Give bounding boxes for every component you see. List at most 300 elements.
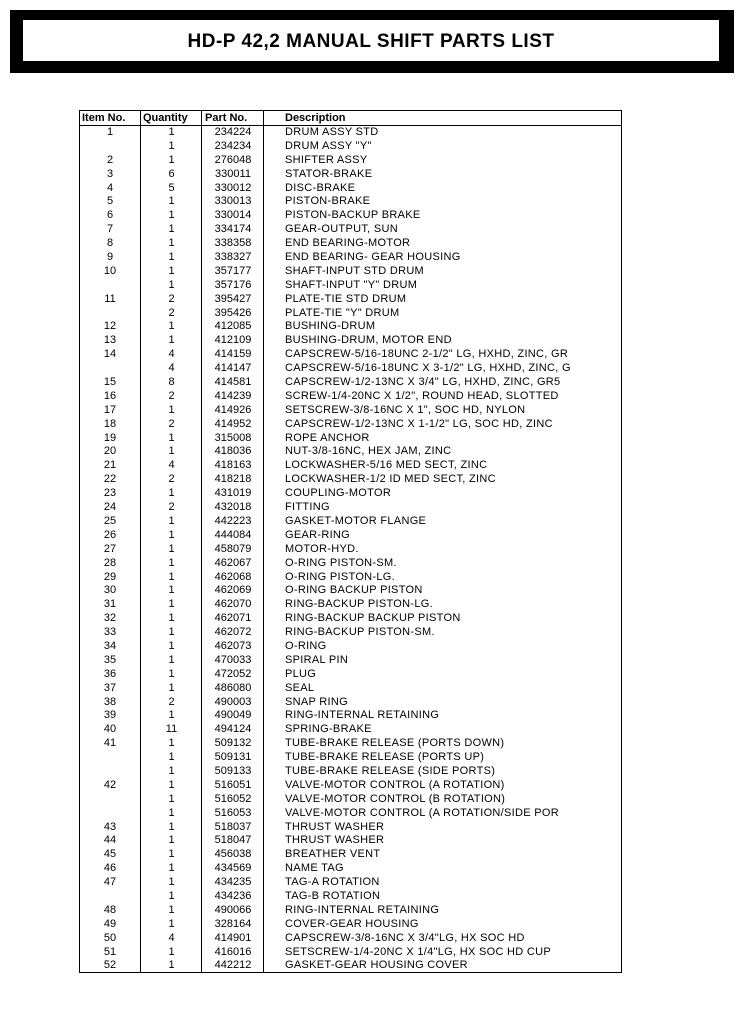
- description: VALVE-MOTOR CONTROL (B ROTATION): [285, 792, 506, 805]
- quantity: 1: [168, 959, 175, 972]
- quantity: 1: [168, 820, 175, 833]
- table-row: [80, 140, 621, 154]
- quantity: 8: [168, 376, 175, 389]
- description: TAG-B ROTATION: [285, 889, 381, 902]
- table-row: [80, 473, 621, 487]
- table-row: [80, 279, 621, 293]
- part-number: 462071: [214, 612, 252, 625]
- part-number: 458079: [214, 542, 252, 555]
- description: TUBE-BRAKE RELEASE (PORTS UP): [285, 751, 485, 764]
- item-number: 12: [103, 320, 117, 333]
- item-number: 9: [106, 251, 114, 264]
- part-number: 442212: [214, 959, 252, 972]
- quantity: 2: [168, 389, 175, 402]
- part-number: 432018: [214, 501, 252, 514]
- quantity: 11: [165, 723, 178, 736]
- quantity: 1: [168, 264, 175, 277]
- description: NAME TAG: [285, 862, 344, 875]
- part-number: 357177: [214, 264, 252, 277]
- part-number: 490003: [214, 695, 252, 708]
- item-number: 37: [103, 681, 117, 694]
- table-row: [80, 418, 621, 432]
- item-number: 33: [103, 626, 117, 639]
- description: SEAL: [285, 681, 315, 694]
- description: PLATE-TIE "Y" DRUM: [285, 306, 400, 319]
- part-number: 418036: [214, 445, 252, 458]
- item-number: 50: [103, 931, 117, 944]
- item-number: 39: [103, 709, 117, 722]
- description: SETSCREW-3/8-16NC X 1", SOC HD, NYLON: [285, 403, 526, 416]
- quantity: 4: [168, 459, 175, 472]
- table-row: [80, 737, 621, 751]
- table-row: [80, 209, 621, 223]
- description: END BEARING-MOTOR: [285, 237, 411, 250]
- part-number: 315008: [214, 431, 252, 444]
- table-row: [80, 946, 621, 960]
- description: STATOR-BRAKE: [285, 167, 373, 180]
- part-number: 414952: [214, 417, 252, 430]
- table-row: [80, 612, 621, 626]
- quantity: 1: [168, 903, 175, 916]
- item-number: 48: [103, 903, 117, 916]
- table-row: [80, 376, 621, 390]
- part-number: 486080: [214, 681, 252, 694]
- item-number: 22: [103, 473, 117, 486]
- quantity: 2: [168, 501, 175, 514]
- quantity: 1: [168, 431, 175, 444]
- part-number: 434236: [214, 889, 252, 902]
- quantity: 1: [168, 889, 175, 902]
- description: COVER-GEAR HOUSING: [285, 917, 419, 930]
- quantity: 1: [168, 528, 175, 541]
- table-row: [80, 876, 621, 890]
- table-row: [80, 557, 621, 571]
- table-row: [80, 640, 621, 654]
- description: VALVE-MOTOR CONTROL (A ROTATION): [285, 778, 505, 791]
- description: O-RING: [285, 639, 327, 652]
- quantity: 1: [168, 667, 175, 680]
- table-row: [80, 959, 621, 973]
- item-number: 43: [103, 820, 117, 833]
- description: TUBE-BRAKE RELEASE (SIDE PORTS): [285, 764, 496, 777]
- item-number: 3: [106, 167, 114, 180]
- quantity: 1: [168, 237, 175, 250]
- item-number: 16: [103, 389, 117, 402]
- description: RING-BACKUP BACKUP PISTON: [285, 612, 461, 625]
- description: MOTOR-HYD.: [285, 542, 359, 555]
- table-row: [80, 821, 621, 835]
- description: CAPSCREW-3/8-16NC X 3/4"LG, HX SOC HD: [285, 931, 525, 944]
- part-number: 338327: [214, 251, 252, 264]
- item-number: 7: [106, 223, 114, 236]
- part-number: 462070: [214, 598, 252, 611]
- description: BUSHING-DRUM, MOTOR END: [285, 334, 452, 347]
- table-row: [80, 709, 621, 723]
- part-number: 276048: [214, 153, 252, 166]
- table-row: [80, 182, 621, 196]
- quantity: 1: [168, 598, 175, 611]
- part-number: 518037: [214, 820, 252, 833]
- item-number: 35: [103, 653, 117, 666]
- description: RING-BACKUP PISTON-SM.: [285, 626, 435, 639]
- part-number: 462073: [214, 639, 252, 652]
- quantity: 1: [168, 126, 175, 138]
- quantity: 1: [168, 139, 175, 152]
- part-number: 330011: [215, 167, 251, 180]
- table-header: [80, 111, 621, 126]
- item-number: 11: [104, 292, 116, 305]
- quantity: 1: [168, 764, 175, 777]
- item-number: 28: [103, 556, 117, 569]
- description: FITTING: [285, 501, 330, 514]
- quantity: 1: [168, 876, 175, 889]
- table-row: [80, 515, 621, 529]
- item-number: 19: [103, 431, 117, 444]
- table-row: [80, 432, 621, 446]
- part-number: 334174: [214, 223, 252, 236]
- description: SHAFT-INPUT "Y" DRUM: [285, 278, 418, 291]
- quantity: 1: [168, 334, 175, 347]
- item-number: 21: [103, 459, 117, 472]
- item-number: 27: [103, 542, 117, 555]
- quantity: 1: [168, 653, 175, 666]
- table-row: [80, 168, 621, 182]
- description: PISTON-BRAKE: [285, 195, 371, 208]
- quantity: 2: [168, 306, 175, 319]
- item-number: 20: [103, 445, 117, 458]
- quantity: 1: [168, 320, 175, 333]
- part-number: 338358: [214, 237, 252, 250]
- quantity: 1: [168, 542, 175, 555]
- description: BREATHER VENT: [285, 848, 381, 861]
- part-number: 462072: [214, 626, 252, 639]
- table-row: [80, 862, 621, 876]
- item-number: 15: [103, 376, 117, 389]
- item-number: 5: [106, 195, 114, 208]
- quantity: 1: [168, 639, 175, 652]
- item-number: 10: [103, 264, 117, 277]
- table-row: [80, 362, 621, 376]
- part-number: 414239: [214, 389, 252, 402]
- description: END BEARING- GEAR HOUSING: [285, 251, 461, 264]
- item-number: 14: [103, 348, 117, 361]
- table-row: [80, 765, 621, 779]
- parts-table: [79, 110, 622, 973]
- description: DRUM ASSY STD: [285, 126, 379, 138]
- part-number: 414147: [214, 362, 252, 375]
- quantity: 1: [168, 792, 175, 805]
- table-row: [80, 584, 621, 598]
- table-row: [80, 848, 621, 862]
- part-number: 395427: [214, 292, 252, 305]
- item-number: 45: [103, 848, 117, 861]
- table-row: [80, 487, 621, 501]
- table-row: [80, 529, 621, 543]
- part-number: 434569: [214, 862, 252, 875]
- description: CAPSCREW-1/2-13NC X 1-1/2" LG, SOC HD, ZINC: [285, 417, 553, 430]
- table-row: [80, 696, 621, 710]
- description: NUT-3/8-16NC, HEX JAM, ZINC: [285, 445, 452, 458]
- description: CAPSCREW-5/16-18UNC X 3-1/2" LG, HXHD, ZINC, G: [285, 362, 571, 375]
- part-number: 412109: [214, 334, 252, 347]
- item-number: 32: [103, 612, 117, 625]
- part-number: 357176: [214, 278, 252, 291]
- table-row: [80, 598, 621, 612]
- part-number: 516051: [214, 778, 252, 791]
- quantity: 4: [168, 362, 175, 375]
- table-row: [80, 682, 621, 696]
- part-number: 412085: [214, 320, 252, 333]
- table-row: [80, 751, 621, 765]
- item-number: 23: [103, 487, 117, 500]
- quantity: 1: [168, 209, 175, 222]
- table-row: [80, 223, 621, 237]
- table-row: [80, 265, 621, 279]
- quantity: 1: [168, 445, 175, 458]
- part-number: 462067: [214, 556, 252, 569]
- quantity: 1: [168, 681, 175, 694]
- item-number: 46: [103, 862, 117, 875]
- part-number: 444084: [214, 528, 252, 541]
- table-row: [80, 348, 621, 362]
- description: COUPLING-MOTOR: [285, 487, 392, 500]
- description: THRUST WASHER: [285, 820, 385, 833]
- description: PLUG: [285, 667, 317, 680]
- description: PLATE-TIE STD DRUM: [285, 292, 407, 305]
- part-number: 414159: [214, 348, 252, 361]
- quantity: 1: [168, 278, 175, 291]
- item-number: 13: [103, 334, 117, 347]
- item-number: 17: [103, 403, 117, 416]
- description: GEAR-OUTPUT, SUN: [285, 223, 398, 236]
- part-number: 516053: [214, 806, 252, 819]
- description: CAPSCREW-1/2-13NC X 3/4" LG, HXHD, ZINC, GR5: [285, 376, 561, 389]
- description: SCREW-1/4-20NC X 1/2", ROUND HEAD, SLOTTED: [285, 389, 559, 402]
- description: SPRING-BRAKE: [285, 723, 372, 736]
- description: O-RING PISTON-SM.: [285, 556, 397, 569]
- description: LOCKWASHER-1/2 ID MED SECT, ZINC: [285, 473, 496, 486]
- item-number: 44: [103, 834, 117, 847]
- header-part-no: Part No.: [205, 112, 248, 124]
- part-number: 518047: [214, 834, 252, 847]
- table-row: [80, 918, 621, 932]
- item-number: 8: [106, 237, 114, 250]
- table-row: [80, 890, 621, 904]
- part-number: 414901: [214, 931, 252, 944]
- item-number: 49: [103, 917, 117, 930]
- description: VALVE-MOTOR CONTROL (A ROTATION/SIDE POR: [285, 806, 559, 819]
- quantity: 1: [168, 945, 175, 958]
- description: PISTON-BACKUP BRAKE: [285, 209, 421, 222]
- part-number: 416016: [214, 945, 252, 958]
- description: RING-BACKUP PISTON-LG.: [285, 598, 433, 611]
- header-quantity: Quantity: [143, 112, 188, 124]
- item-number: 40: [103, 723, 117, 736]
- part-number: 456038: [214, 848, 252, 861]
- item-number: 47: [103, 876, 117, 889]
- quantity: 1: [168, 251, 175, 264]
- quantity: 1: [168, 751, 175, 764]
- description: RING-INTERNAL RETAINING: [285, 709, 440, 722]
- table-row: [80, 154, 621, 168]
- item-number: 18: [103, 417, 117, 430]
- item-number: 36: [103, 667, 117, 680]
- item-number: 26: [103, 528, 117, 541]
- description: TUBE-BRAKE RELEASE (PORTS DOWN): [285, 737, 505, 750]
- part-number: 395426: [214, 306, 252, 319]
- quantity: 1: [168, 514, 175, 527]
- item-number: 1: [106, 126, 114, 138]
- description: SNAP RING: [285, 695, 349, 708]
- part-number: 418218: [214, 473, 252, 486]
- description: O-RING PISTON-LG.: [285, 570, 396, 583]
- description: DISC-BRAKE: [285, 181, 356, 194]
- description: SHIFTER ASSY: [285, 153, 368, 166]
- quantity: 1: [168, 556, 175, 569]
- quantity: 1: [168, 806, 175, 819]
- item-number: 25: [103, 514, 117, 527]
- item-number: 30: [103, 584, 117, 597]
- table-row: [80, 723, 621, 737]
- part-number: 509131: [214, 751, 252, 764]
- description: SETSCREW-1/4-20NC X 1/4"LG, HX SOC HD CUP: [285, 945, 552, 958]
- quantity: 1: [168, 709, 175, 722]
- quantity: 5: [168, 181, 175, 194]
- quantity: 1: [168, 612, 175, 625]
- quantity: 1: [168, 834, 175, 847]
- item-number: 41: [103, 737, 117, 750]
- table-body: [80, 126, 621, 973]
- quantity: 1: [168, 223, 175, 236]
- quantity: 4: [168, 348, 175, 361]
- quantity: 4: [168, 931, 175, 944]
- part-number: 418163: [214, 459, 252, 472]
- description: SPIRAL PIN: [285, 653, 349, 666]
- table-row: [80, 404, 621, 418]
- part-number: 462068: [214, 570, 252, 583]
- title-frame: [10, 10, 734, 73]
- part-number: 234234: [214, 139, 252, 152]
- item-number: 4: [106, 181, 114, 194]
- table-row: [80, 251, 621, 265]
- description: CAPSCREW-5/16-18UNC 2-1/2" LG, HXHD, ZINC, GR: [285, 348, 569, 361]
- item-number: 2: [106, 153, 114, 166]
- table-row: [80, 932, 621, 946]
- part-number: 490049: [214, 709, 252, 722]
- table-row: [80, 195, 621, 209]
- description: DRUM ASSY "Y": [285, 139, 372, 152]
- quantity: 1: [168, 778, 175, 791]
- item-number: 24: [103, 501, 117, 514]
- part-number: 330013: [214, 195, 252, 208]
- item-number: 38: [103, 695, 117, 708]
- quantity: 1: [168, 584, 175, 597]
- description: GASKET-GEAR HOUSING COVER: [285, 959, 468, 972]
- item-number: 34: [103, 639, 117, 652]
- description: RING-INTERNAL RETAINING: [285, 903, 440, 916]
- description: GEAR-RING: [285, 528, 351, 541]
- quantity: 2: [168, 695, 175, 708]
- description: THRUST WASHER: [285, 834, 385, 847]
- table-row: [80, 571, 621, 585]
- quantity: 2: [168, 473, 175, 486]
- quantity: 1: [168, 626, 175, 639]
- table-row: [80, 793, 621, 807]
- quantity: 6: [168, 167, 175, 180]
- item-number: 6: [106, 209, 114, 222]
- header-item-no: Item No.: [82, 112, 126, 124]
- item-number: 29: [103, 570, 117, 583]
- quantity: 1: [168, 848, 175, 861]
- table-row: [80, 293, 621, 307]
- quantity: 1: [168, 153, 175, 166]
- table-row: [80, 334, 621, 348]
- part-number: 414926: [214, 403, 252, 416]
- table-row: [80, 237, 621, 251]
- quantity: 2: [168, 292, 175, 305]
- part-number: 509132: [214, 737, 252, 750]
- part-number: 472052: [214, 667, 252, 680]
- page-title: HD-P 42,2 MANUAL SHIFT PARTS LIST: [187, 31, 555, 52]
- quantity: 1: [168, 487, 175, 500]
- table-row: [80, 307, 621, 321]
- table-row: [80, 390, 621, 404]
- item-number: 42: [103, 778, 117, 791]
- table-row: [80, 654, 621, 668]
- quantity: 2: [168, 417, 175, 430]
- part-number: 516052: [214, 792, 252, 805]
- quantity: 1: [168, 195, 175, 208]
- table-row: [80, 501, 621, 515]
- part-number: 434235: [214, 876, 252, 889]
- description: BUSHING-DRUM: [285, 320, 376, 333]
- part-number: 509133: [214, 764, 252, 777]
- item-number: 31: [103, 598, 117, 611]
- table-row: [80, 834, 621, 848]
- table-row: [80, 626, 621, 640]
- part-number: 431019: [214, 487, 252, 500]
- quantity: 1: [168, 737, 175, 750]
- description: ROPE ANCHOR: [285, 431, 370, 444]
- quantity: 1: [168, 570, 175, 583]
- table-row: [80, 126, 621, 140]
- part-number: 330012: [214, 181, 252, 194]
- part-number: 470033: [214, 653, 252, 666]
- quantity: 1: [168, 917, 175, 930]
- item-number: 51: [103, 945, 117, 958]
- header-description: Description: [285, 112, 346, 124]
- part-number: 442223: [214, 514, 252, 527]
- table-row: [80, 807, 621, 821]
- part-number: 490066: [214, 903, 252, 916]
- table-row: [80, 668, 621, 682]
- title-panel: [22, 19, 720, 62]
- description: LOCKWASHER-5/16 MED SECT, ZINC: [285, 459, 488, 472]
- quantity: 1: [168, 862, 175, 875]
- part-number: 330014: [214, 209, 252, 222]
- description: O-RING BACKUP PISTON: [285, 584, 423, 597]
- item-number: 52: [103, 959, 117, 972]
- part-number: 328164: [214, 917, 252, 930]
- quantity: 1: [168, 403, 175, 416]
- description: SHAFT-INPUT STD DRUM: [285, 264, 425, 277]
- description: TAG-A ROTATION: [285, 876, 380, 889]
- part-number: 234224: [214, 126, 252, 138]
- table-row: [80, 459, 621, 473]
- table-row: [80, 320, 621, 334]
- part-number: 414581: [214, 376, 252, 389]
- table-row: [80, 904, 621, 918]
